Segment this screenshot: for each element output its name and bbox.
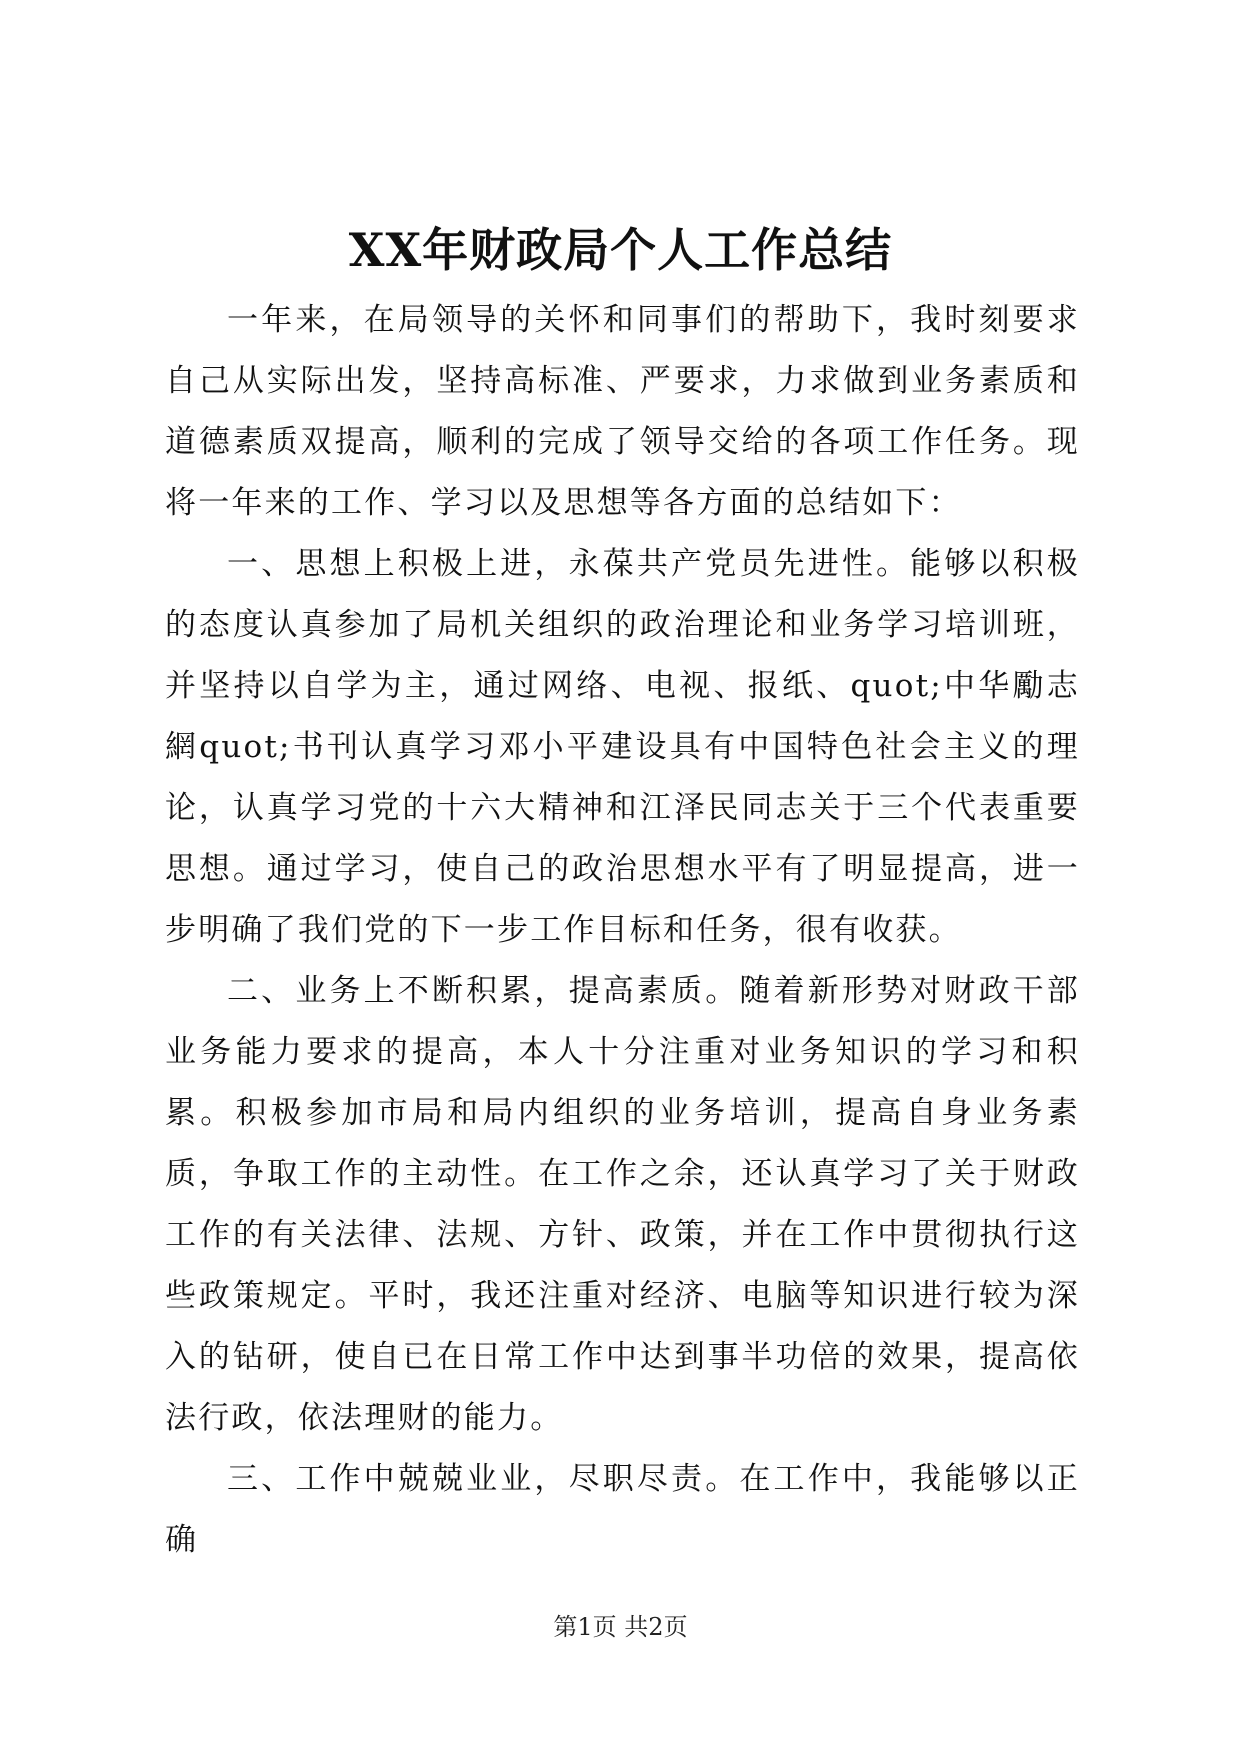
document-body (165, 290, 1080, 1571)
paragraph-intro: 一年来，在局领导的关怀和同事们的帮助下，我时刻要求自己从实际出发，坚持高标准、严要求，力求做到业务素质和道德素质双提高，顺利的完成了领导交给的各项工作任务。现将一年来的工作、学习以及思想等各方面的总结如下： (165, 302, 1080, 521)
page-number-footer: 第1页 共2页 (553, 1613, 688, 1641)
document-title: XX年财政局个人工作总结 (348, 223, 893, 277)
paragraph-section-1: 一、思想上积极上进，永葆共产党员先进性。能够以积极的态度认真参加了局机关组织的政治理论和业务学习培训班，并坚持以自学为主，通过网络、电视、报纸、quot;中华勵志網quot;书刊认真学习邓小平建设具有中国特色社会主义的理论，认真学习党的十六大精神和江泽民同志关于三个代表重要思想。通过学习，使自己的政治思想水平有了明显提高，进一步明确了我们党的下一步工作目标和任务，很有收获。 (165, 546, 1080, 948)
paragraph-section-2: 二、业务上不断积累，提高素质。随着新形势对财政干部业务能力要求的提高，本人十分注重对业务知识的学习和积累。积极参加市局和局内组织的业务培训，提高自身业务素质，争取工作的主动性。在工作之余，还认真学习了关于财政工作的有关法律、法规、方针、政策，并在工作中贯彻执行这些政策规定。平时，我还注重对经济、电脑等知识进行较为深入的钻研，使自已在日常工作中达到事半功倍的效果，提高依法行政，依法理财的能力。 (165, 973, 1080, 1436)
paragraph-section-3: 三、工作中兢兢业业，尽职尽责。在工作中，我能够以正确 (165, 1461, 1080, 1558)
